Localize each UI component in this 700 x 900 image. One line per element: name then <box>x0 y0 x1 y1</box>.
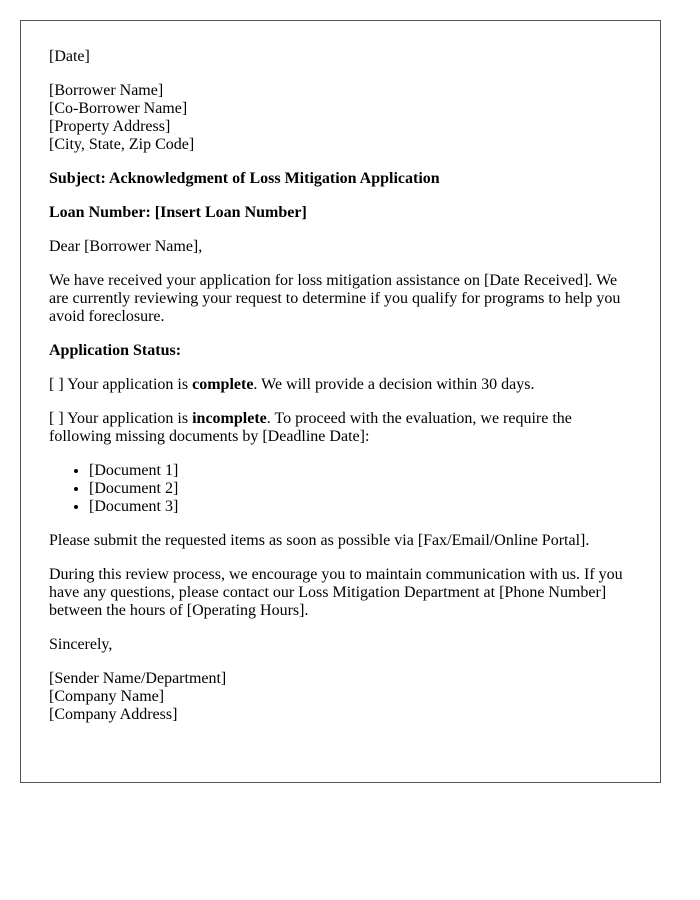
status-heading: Application Status: <box>49 342 182 359</box>
loan-number: Loan Number: [Insert Loan Number] <box>49 204 307 221</box>
co-borrower-name: [Co-Borrower Name] <box>49 100 188 117</box>
complete-bold: complete <box>192 376 254 393</box>
contact-paragraph: During this review process, we encourage you to maintain communication with us. If you have any questions, please contact our Loss Mitigation Department at [Phone Number] between the hours of [Operating Hours]. <box>49 566 623 619</box>
salutation: Dear [Borrower Name], <box>49 238 203 255</box>
city-state-zip: [City, State, Zip Code] <box>49 136 195 153</box>
company-name: [Company Name] <box>49 688 165 705</box>
incomplete-prefix: [ ] Your application is <box>49 410 193 427</box>
list-item: • [Document 2] <box>89 480 632 498</box>
property-address: [Property Address] <box>49 118 171 135</box>
submit-paragraph: Please submit the requested items as soon as possible via [Fax/Email/Online Portal]. <box>49 532 590 549</box>
document-list <box>49 462 632 516</box>
closing: Sincerely, <box>49 636 113 653</box>
borrower-name: [Borrower Name] <box>49 82 164 99</box>
sender-name: [Sender Name/Department] <box>49 670 227 687</box>
date: [Date] <box>49 48 90 65</box>
complete-prefix: [ ] Your application is <box>49 376 193 393</box>
status-complete <box>49 376 632 394</box>
intro-paragraph: We have received your application for loss mitigation assistance on [Date Received]. We are currently reviewing your request to determine if you qualify for programs to help you avoid foreclosure. <box>49 272 621 325</box>
sender-block <box>49 670 632 724</box>
incomplete-bold: incomplete <box>192 410 267 427</box>
complete-suffix: . We will provide a decision within 30 days. <box>253 376 535 393</box>
list-item: • [Document 1] <box>89 462 632 480</box>
incomplete-suffix: . To proceed with the evaluation, we require the following missing documents by [Deadline Date]: <box>49 410 572 445</box>
subject: Subject: Acknowledgment of Loss Mitigation Application <box>49 170 440 187</box>
recipient-address <box>49 82 632 154</box>
status-incomplete <box>49 410 632 446</box>
company-address: [Company Address] <box>49 706 178 723</box>
letter <box>20 20 661 783</box>
list-item: • [Document 3] <box>89 498 632 516</box>
